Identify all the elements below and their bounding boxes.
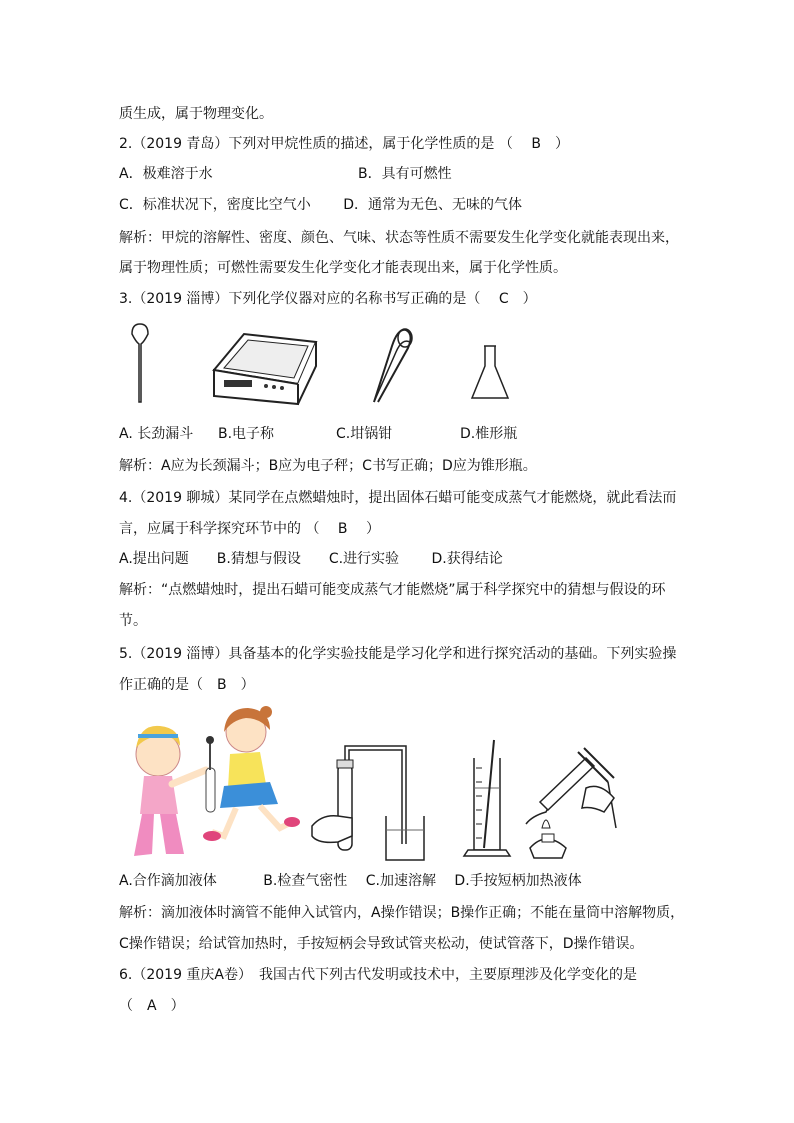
q5-stem-cont: 作正确的是（ B ） — [119, 677, 255, 693]
text-line: 质生成，属于物理变化。 — [119, 106, 273, 122]
electronic-balance-figure — [210, 328, 320, 406]
q2-analysis-cont: 属于物理性质；可燃性需要发生化学变化才能表现出来，属于化学性质。 — [119, 260, 567, 276]
q5-analysis-cont: C操作错误；给试管加热时，手按短柄会导致试管夹松动，使试管落下，D操作错误。 — [119, 936, 644, 952]
q5-stem: 5.（2019 淄博）具备基本的化学实验技能是学习化学和进行探究活动的基础。下列实验操 — [119, 646, 677, 662]
q3-option-a: A. 长劲漏斗 — [119, 426, 194, 442]
q3-option-d: D.椎形瓶 — [460, 426, 518, 442]
q4-analysis: 解析：“点燃蜡烛时，提出石蜡可能变成蒸气才能燃烧”属于科学探究中的猜想与假设的环 — [119, 582, 666, 598]
q4-stem: 4.（2019 聊城）某同学在点燃蜡烛时，提出固体石蜡可能变成蒸气才能燃烧，就此看法而 — [119, 490, 677, 506]
q4-analysis-cont: 节。 — [119, 613, 147, 629]
q4-options: A.提出问题 B.猜想与假设 C.进行实验 D.获得结论 — [119, 551, 503, 567]
q2-options-cd: C．标准状况下，密度比空气小 D．通常为无色、无味的气体 — [119, 197, 523, 213]
q5-analysis: 解析：滴加液体时滴管不能伸入试管内，A操作错误；B操作正确；不能在量筒中溶解物质， — [119, 905, 685, 921]
q2-option-a: A．极难溶于水 — [119, 166, 213, 182]
q3-stem: 3.（2019 淄博）下列化学仪器对应的名称书写正确的是（ C ） — [119, 291, 537, 307]
q3-option-c: C.坩锅钳 — [336, 426, 393, 442]
q2-option-b: B．具有可燃性 — [358, 166, 452, 182]
q4-stem-cont: 言，应属于科学探究环节中的 （ B ） — [119, 521, 380, 537]
conical-flask-figure — [468, 344, 512, 402]
crucible-tongs-figure — [364, 324, 420, 406]
q6-answer: （ A ） — [119, 998, 185, 1014]
q3-analysis: 解析：A应为长颈漏斗；B应为电子秤；C书写正确；D应为锥形瓶。 — [119, 458, 537, 474]
cooperative-dropping-figure — [120, 704, 300, 864]
q3-option-b: B.电子称 — [218, 426, 275, 442]
long-neck-funnel-figure — [120, 322, 160, 408]
q6-stem: 6.（2019 重庆A卷） 我国古代下列古代发明或技术中，主要原理涉及化学变化的是 — [119, 967, 638, 983]
q2-analysis: 解析：甲烷的溶解性、密度、颜色、气味、状态等性质不需要发生化学变化就能表现出来， — [119, 230, 679, 246]
q5-options: A.合作滴加液体 B.检查气密性 C.加速溶解 D.手按短柄加热液体 — [119, 873, 582, 889]
airtightness-check-figure — [308, 744, 428, 864]
heating-liquid-figure — [516, 738, 620, 862]
q2-stem: 2.（2019 青岛）下列对甲烷性质的描述，属于化学性质的是 （ B ） — [119, 136, 569, 152]
